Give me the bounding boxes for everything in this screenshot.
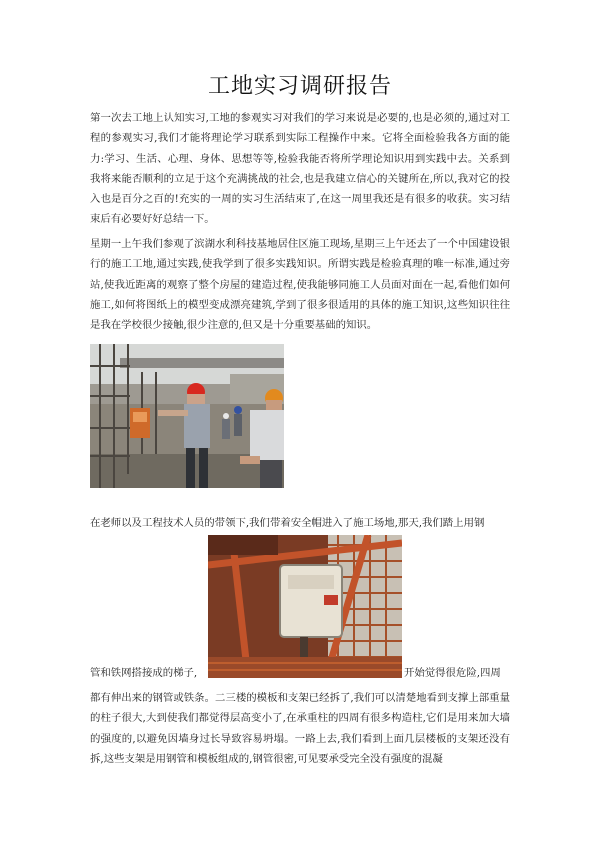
paragraph-3-line-2-right: 开始觉得很危险,四周: [404, 667, 501, 679]
paragraph-1: 第一次去工地上认知实习,工地的参观实习对我们的学习来说是必要的,也是必须的,通过对工程的参观实习,我们才能将理论学习联系到实际工程操作中来。它将全面检验我各方面的能力:学习、生活、心理、身体、思想等等,检验我能否将所学理论知识用到实践中去。关系到我将来能否顺利的立足于这个充满挑战的社会,也是我建立信心的关键所在,所以,我对它的投入也是百分之百的!充实的一周的实习生活结束了,在这一周里我还是有很多的收获。实习结束后有必要好好总结一下。: [90, 112, 510, 226]
paragraph-2: 星期一上午我们参观了滨湖水利科技基地居住区施工现场,星期三上午还去了一个中国建设银行的施工工地,通过实践,使我学到了很多实践知识。所谓实践是检验真理的唯一标准,通过旁站,使我近距离的观察了整个房屋的建造过程,使我能够同施工人员面对面在一起,看他们如何施工,如何将图纸上的模型变成漂亮建筑,学到了很多很适用的具体的施工知识,这些知识往往是我在学校很少接触,很少注意的,但又是十分重要基础的知识。: [90, 238, 510, 332]
paragraph-4: 都有伸出来的钢管或铁条。二三楼的模板和支架已经拆了,我们可以清楚地看到支撑上部重量的柱子很大,大到使我们都觉得层高变小了,在承重柱的四周有很多构造柱,它们是用来加大墙的强度的,以避免因墙身过长导致容易坍塌。一路上去,我们看到上面几层楼板的支架还没有拆,这些支架是用钢管和模板组成的,钢管很密,可见要承受完全没有强度的混凝: [90, 692, 510, 765]
paragraph-3-line-2-left: 管和铁网搭接成的梯子,: [90, 667, 198, 679]
site-photo-ladder: [208, 535, 402, 678]
document-title: 工地实习调研报告: [207, 74, 392, 99]
paragraph-3-line-1: 在老师以及工程技术人员的带领下,我们带着安全帽进入了施工场地,那天,我们踏上用钢: [90, 517, 485, 529]
site-photo-workers: [90, 344, 284, 488]
